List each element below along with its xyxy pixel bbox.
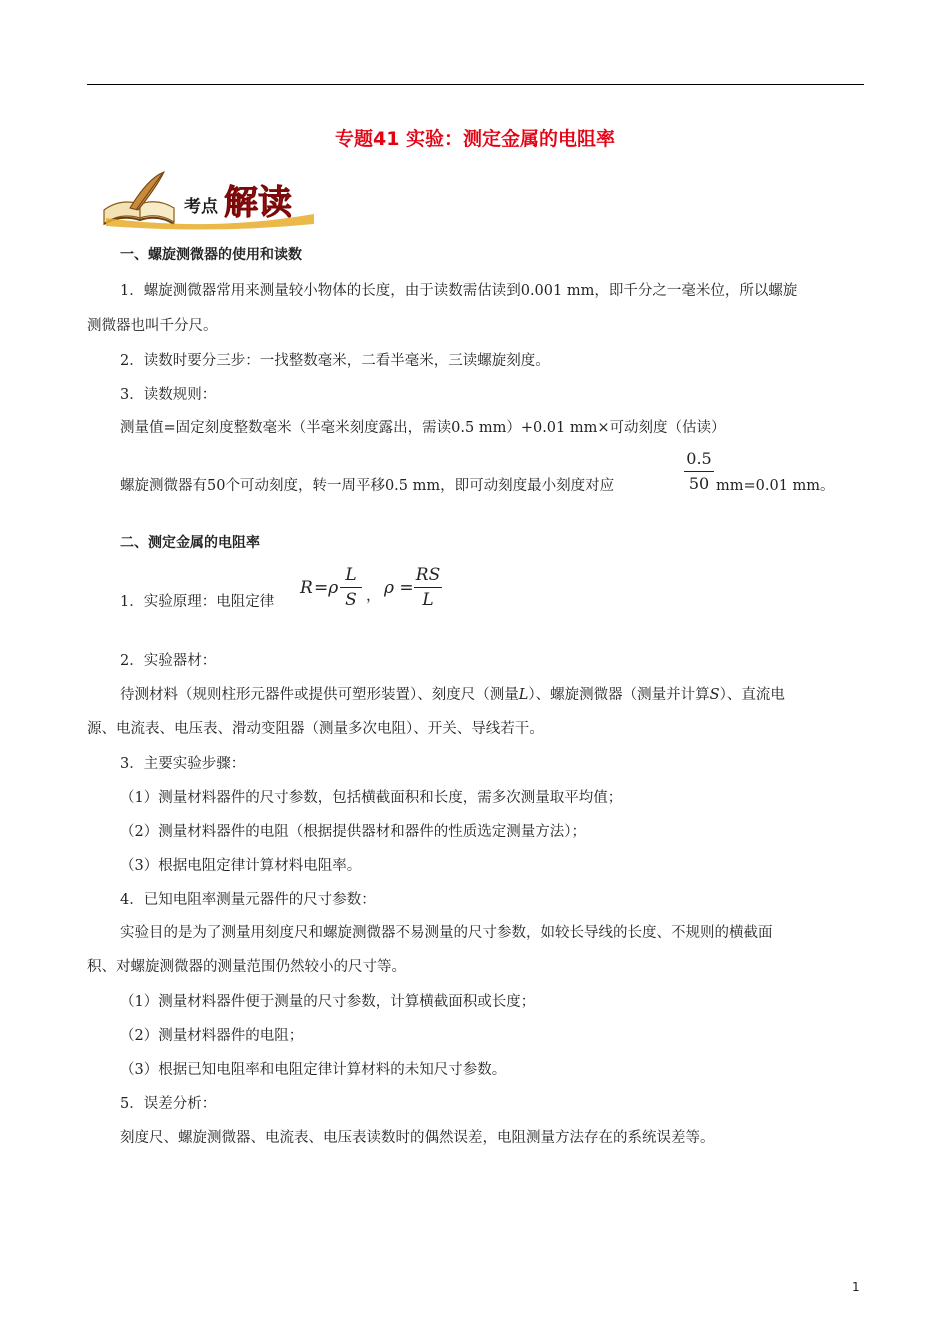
- section2-p3-line2: 源、电流表、电压表、滑动变阻器（测量多次电阻）、开关、导线若干。: [87, 721, 544, 737]
- p3-text-a: 待测材料（规则柱形元器件或提供可塑形装置）、刻度尺（测量: [120, 687, 519, 703]
- formula2-bar: [414, 587, 442, 588]
- section2-p6: （2）测量材料器件的电阻（根据提供器材和器件的性质选定测量方法）；: [120, 824, 586, 840]
- book-quill-icon: [104, 172, 174, 224]
- page-title: 专题41 实验：测定金属的电阻率: [334, 128, 616, 150]
- p3-var-S: S: [709, 687, 720, 703]
- section1-p2: 2．读数时要分三步：一找整数毫米，二看半毫米，三读螺旋刻度。: [120, 353, 550, 369]
- section2-p8: 4．已知电阻率测量元器件的尺寸参数：: [120, 892, 376, 908]
- section2-p14: 刻度尺、螺旋测微器、电流表、电压表读数时的偶然误差，电阻测量方法存在的系统误差等。: [120, 1130, 715, 1146]
- section2-p13: 5．误差分析：: [120, 1096, 217, 1112]
- banner-graphic: [100, 168, 320, 230]
- section1-p5-tail: mm=0.01 mm。: [716, 478, 835, 494]
- header-rule: [87, 84, 864, 85]
- formula2-numerator: RS: [415, 565, 441, 585]
- section2-p4: 3．主要实验步骤：: [120, 756, 246, 772]
- section1-p1-line2: 测微器也叫千分尺。: [87, 318, 218, 334]
- section2-p9-line2: 积、对螺旋测微器的测量范围仍然较小的尺寸等。: [87, 959, 406, 975]
- banner-small-text: 考点: [184, 197, 218, 217]
- formula1-bar: [340, 587, 362, 588]
- fraction-0.5-over-50: [684, 448, 714, 495]
- section2-p10: （1）测量材料器件便于测量的尺寸参数，计算横截面积或长度；: [120, 994, 536, 1010]
- banner-big-text: 解读: [224, 183, 292, 223]
- formula1-eq: =ρ: [314, 578, 339, 598]
- formula2-fraction: [414, 564, 442, 611]
- formula1-lhs: R: [300, 578, 313, 598]
- section2-p9-line1: 实验目的是为了测量用刻度尺和螺旋测微器不易测量的尺寸参数，如较长导线的长度、不规则的横截面: [120, 925, 773, 941]
- principle-label: 1．实验原理：电阻定律: [120, 594, 275, 610]
- section2-p12: （3）根据已知电阻率和电阻定律计算材料的未知尺寸参数。: [120, 1062, 507, 1078]
- section2-p11: （2）测量材料器件的电阻；: [120, 1028, 304, 1044]
- formula2-denominator: L: [422, 590, 434, 610]
- page-number: 1: [852, 1280, 860, 1294]
- section1-p3: 3．读数规则：: [120, 387, 217, 403]
- formula1-fraction: [340, 564, 362, 611]
- section2-heading: 二、测定金属的电阻率: [120, 535, 260, 551]
- fraction-numerator: 0.5: [686, 449, 712, 468]
- p3-text-c: ）、直流电: [719, 687, 785, 703]
- section2-p7: （3）根据电阻定律计算材料电阻率。: [120, 858, 362, 874]
- section2-p5: （1）测量材料器件的尺寸参数，包括横截面积和长度，需多次测量取平均值；: [120, 790, 623, 806]
- fraction-denominator: 50: [688, 474, 710, 493]
- section2-p3-line1: [87, 685, 864, 705]
- formula1-denominator: S: [345, 590, 357, 610]
- section1-p1-line1: 1．螺旋测微器常用来测量较小物体的长度，由于读数需估读到0.001 mm，即千分之一毫米位，所以螺旋: [120, 283, 798, 299]
- section1-heading: 一、螺旋测微器的使用和读数: [120, 247, 302, 263]
- section1-p4: 测量值=固定刻度整数毫米（半毫米刻度露出，需读0.5 mm）+0.01 mm×可动刻度（估读）: [120, 420, 726, 436]
- formula1-numerator: L: [345, 565, 357, 585]
- p3-var-L: L: [518, 687, 529, 703]
- formula-separator: ，: [366, 586, 382, 604]
- fraction-bar: [684, 471, 714, 472]
- section1-p5-text: 螺旋测微器有50个可动刻度，转一周平移0.5 mm，即可动刻度最小刻度对应: [120, 478, 615, 494]
- p3-text-b: ）、螺旋测微器（测量并计算: [528, 687, 710, 703]
- formula2-lhs: ρ =: [384, 578, 414, 598]
- section2-p2: 2．实验器材：: [120, 653, 217, 669]
